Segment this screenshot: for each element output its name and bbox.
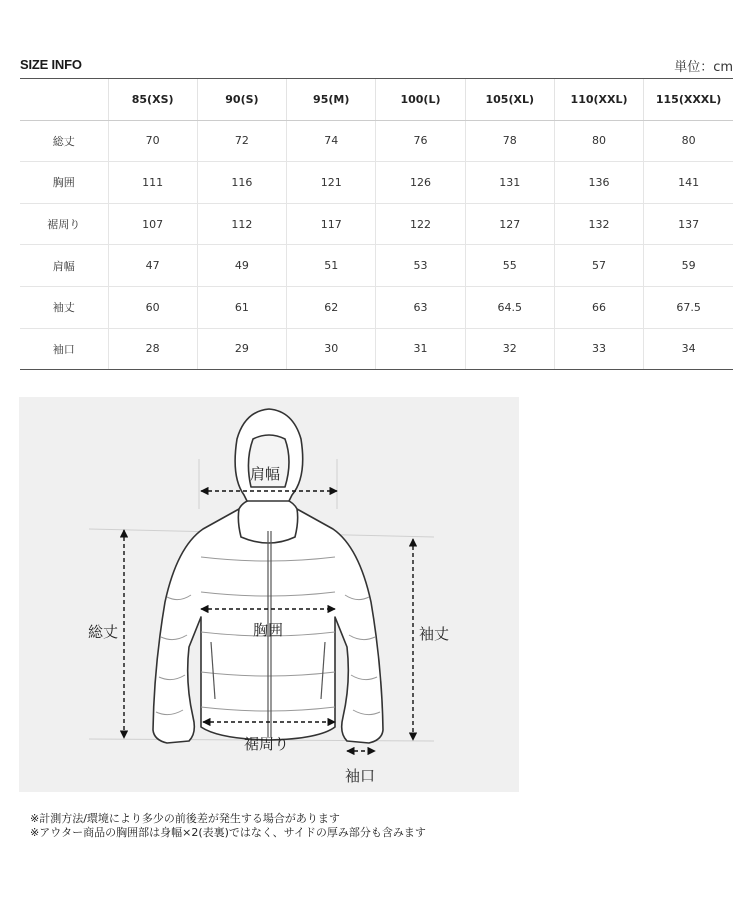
table-cell: 28	[108, 328, 197, 370]
sleeve-length-label: 袖丈	[419, 625, 450, 643]
table-cell: 64.5	[465, 286, 554, 328]
table-cell: 57	[554, 245, 643, 287]
table-row	[20, 286, 733, 328]
note-line: ※アウター商品の胸囲部は身幅×2(表裏)ではなく、サイドの厚み部分も含みます	[30, 826, 426, 839]
size-table	[20, 78, 733, 370]
table-cell: 80	[554, 120, 643, 162]
table-cell: 78	[465, 120, 554, 162]
size-info-title: SIZE INFO	[20, 57, 82, 72]
header-cell: 90(S)	[197, 79, 286, 121]
row-label: 袖丈	[20, 286, 108, 328]
table-cell: 122	[376, 203, 465, 245]
table-cell: 62	[287, 286, 376, 328]
table-cell: 132	[554, 203, 643, 245]
table-cell: 60	[108, 286, 197, 328]
hem-label: 裾周り	[244, 735, 290, 753]
table-cell: 127	[465, 203, 554, 245]
shoulder-width-label: 肩幅	[250, 465, 281, 483]
row-label: 総丈	[20, 120, 108, 162]
jacket-measurement-diagram	[19, 397, 519, 792]
unit-label: 単位：cm	[674, 60, 733, 75]
table-cell: 107	[108, 203, 197, 245]
table-cell: 66	[554, 286, 643, 328]
table-cell: 51	[287, 245, 376, 287]
table-cell: 67.5	[644, 286, 733, 328]
table-cell: 76	[376, 120, 465, 162]
table-cell: 72	[197, 120, 286, 162]
table-row	[20, 203, 733, 245]
size-table-header-row	[20, 79, 733, 121]
table-row	[20, 120, 733, 162]
header-cell: 115(XXXL)	[644, 79, 733, 121]
table-cell: 74	[287, 120, 376, 162]
row-label: 袖口	[20, 328, 108, 370]
table-cell: 112	[197, 203, 286, 245]
table-row	[20, 245, 733, 287]
row-label: 胸囲	[20, 162, 108, 204]
table-cell: 31	[376, 328, 465, 370]
header-cell: 95(M)	[287, 79, 376, 121]
header-cell: 105(XL)	[465, 79, 554, 121]
table-cell: 126	[376, 162, 465, 204]
table-cell: 131	[465, 162, 554, 204]
row-label: 肩幅	[20, 245, 108, 287]
header-cell	[20, 79, 108, 121]
size-info-header	[20, 55, 733, 75]
table-cell: 70	[108, 120, 197, 162]
table-cell: 61	[197, 286, 286, 328]
table-cell: 47	[108, 245, 197, 287]
table-cell: 121	[287, 162, 376, 204]
table-cell: 32	[465, 328, 554, 370]
table-cell: 137	[644, 203, 733, 245]
table-cell: 116	[197, 162, 286, 204]
table-cell: 136	[554, 162, 643, 204]
note-line: ※計測方法/環境により多少の前後差が発生する場合があります	[30, 812, 340, 825]
cuff-label: 袖口	[345, 767, 376, 785]
total-length-label: 総丈	[88, 623, 119, 641]
header-cell: 110(XXL)	[554, 79, 643, 121]
table-cell: 49	[197, 245, 286, 287]
table-cell: 141	[644, 162, 733, 204]
table-row	[20, 328, 733, 370]
table-cell: 34	[644, 328, 733, 370]
row-label: 裾周り	[20, 203, 108, 245]
table-cell: 55	[465, 245, 554, 287]
table-cell: 63	[376, 286, 465, 328]
table-cell: 29	[197, 328, 286, 370]
header-cell: 100(L)	[376, 79, 465, 121]
table-cell: 53	[376, 245, 465, 287]
table-row	[20, 162, 733, 204]
measurement-notes	[30, 812, 426, 840]
table-cell: 59	[644, 245, 733, 287]
table-cell: 33	[554, 328, 643, 370]
table-cell: 117	[287, 203, 376, 245]
table-cell: 30	[287, 328, 376, 370]
header-cell: 85(XS)	[108, 79, 197, 121]
table-cell: 80	[644, 120, 733, 162]
table-cell: 111	[108, 162, 197, 204]
chest-label: 胸囲	[253, 621, 284, 639]
